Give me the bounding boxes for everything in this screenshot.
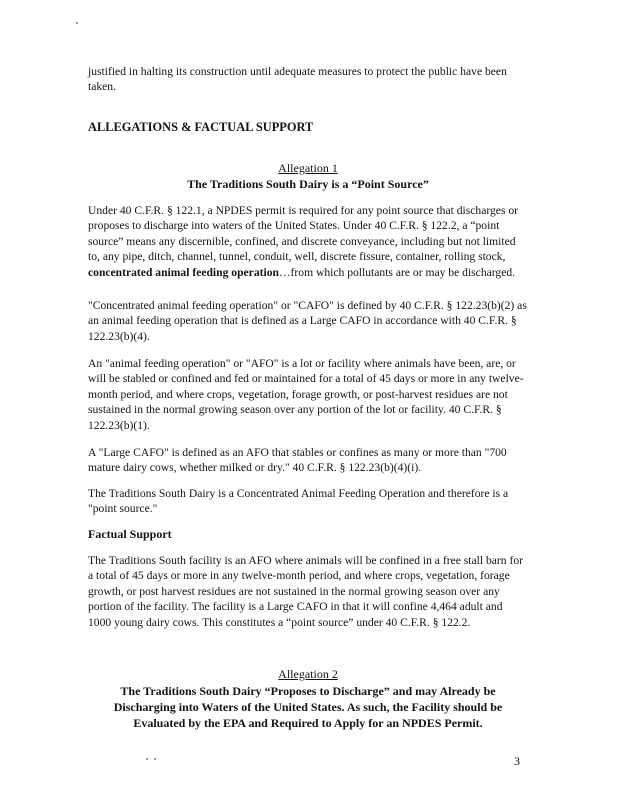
- afo-definition-paragraph: An "animal feeding operation" or "AFO" is a lot or facility where animals have been, are, or will be stabled or confined and fed or maintained for a total of 45 days or more in any twelve-month period, and where crops, vegetation, forage growth, or post-harvest residues are not sustained in the normal growing season over any portion of the lot or facility. 40 C.F.R. § 122.23(b)(1).: [88, 357, 524, 432]
- scan-speck: [146, 758, 148, 760]
- cafo-emphasis: concentrated animal feeding operation: [88, 265, 279, 279]
- allegation-1-title: The Traditions South Dairy is a “Point Source”: [187, 177, 429, 191]
- point-source-text-end: …from which pollutants are or may be discharged.: [278, 265, 516, 279]
- point-source-text: Under 40 C.F.R. § 122.1, a NPDES permit is required for any point source that discharges or proposes to discharge into waters of the United States. Under 40 C.F.R. § 122.2, a “point source” means any discernible, confined, and discrete conveyance, including but not limited to, any pipe, ditch, channel, tunnel, conduit, well, discrete fissure, container, rolling stock,: [88, 204, 519, 264]
- cafo-definition-paragraph: "Concentrated animal feeding operation" or "CAFO" is defined by 40 C.F.R. § 122.23(b)(2) as an animal feeding operation that is defined as a Large CAFO in accordance with 40 C.F.R. § 122.23(b)(4).: [88, 299, 527, 343]
- factual-support-heading: Factual Support: [88, 527, 172, 541]
- scan-speck: [76, 22, 78, 24]
- allegation-1-label: Allegation 1: [278, 161, 338, 175]
- cafo-conclusion-paragraph: The Traditions South Dairy is a Concentrated Animal Feeding Operation and therefore is a "point source.": [88, 487, 509, 516]
- intro-paragraph: justified in halting its construction until adequate measures to protect the public have been taken.: [88, 65, 507, 94]
- allegation-2-label: Allegation 2: [278, 667, 338, 681]
- large-cafo-definition-paragraph: A "Large CAFO" is defined as an AFO that stables or confines as many or more than "700 mature dairy cows, whether milked or dry." 40 C.F.R. § 122.23(b)(4)(i).: [88, 446, 507, 475]
- page-number: 3: [514, 754, 520, 768]
- allegation-2-title: The Traditions South Dairy “Proposes to Discharge” and may Already be Discharging into Waters of the United States. As such, the Facility should be Evaluated by the EPA and Required to Apply for an NPDES Permit.: [113, 684, 503, 730]
- point-source-paragraph: [88, 203, 528, 280]
- section-heading: ALLEGATIONS & FACTUAL SUPPORT: [88, 120, 314, 134]
- factual-support-paragraph: The Traditions South facility is an AFO where animals will be confined in a free stall barn for a total of 45 days or more in any twelve-month period, and where crops, vegetation, forage growth, or post harvest residues are not sustained in the normal growing season over any portion of the facility. The facility is a Large CAFO in that it will confine 4,464 adult and 1000 young dairy cows. This constitutes a “point source” under 40 C.F.R. § 122.2.: [88, 554, 523, 629]
- scan-speck: [154, 758, 156, 760]
